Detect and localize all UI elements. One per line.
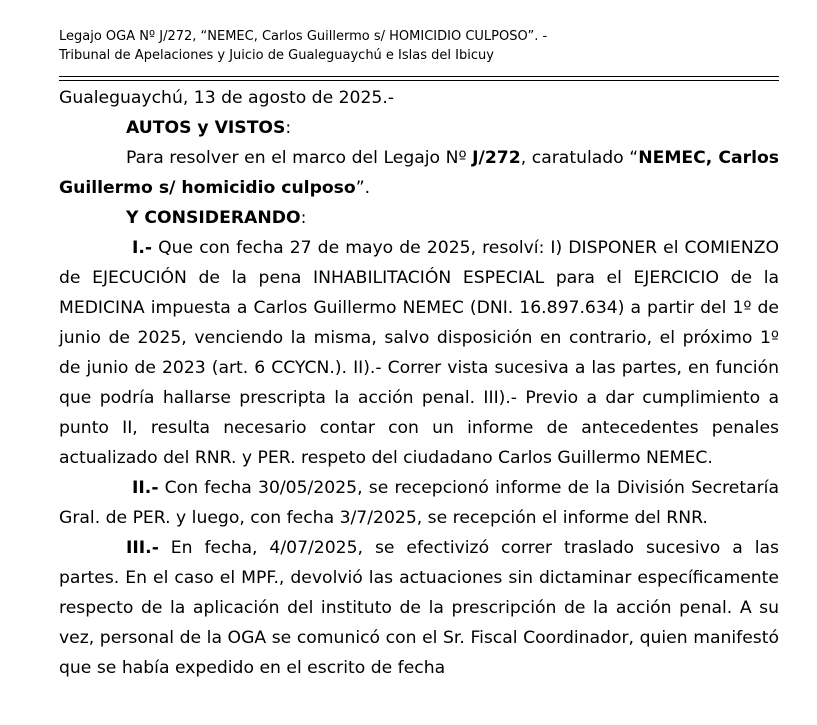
paragraph-i-text: Que con fecha 27 de mayo de 2025, resolví: I) DISPONER el COMIENZO de EJECUCIÓN de la pena INHABILITACIÓN ESPECIAL para el EJERCICIO de la MEDICINA impuesta a Carlos Guillermo NEMEC (DNI. 16.897.634) a partir del 1º de junio de 2025, venciendo la misma, salvo disposición en contrario, el próximo 1º de junio de 2023 (art. 6 CCYCN.). II).- Correr vista sucesiva a las partes, en función que podría hallarse prescripta la acción penal. III).- Previo a dar cumplimiento a punto II, resulta necesario contar con un informe de antecedentes penales actualizado del RNR. y PER. respeto del ciudadano Carlos Guillermo NEMEC. [59, 238, 779, 468]
case-caption: NEMEC, Carlos Guillermo s/ homicidio culposo [59, 148, 780, 198]
autos-colon: : [285, 118, 292, 138]
considerando-heading-line [59, 203, 779, 233]
paragraph-iii-number: III.- [126, 538, 159, 558]
paragraph-ii-text: Con fecha 30/05/2025, se recepcionó informe de la División Secretaría Gral. de PER. y luego, con fecha 3/7/2025, se recepción el informe del RNR. [59, 478, 779, 528]
paragraph-iii [59, 533, 779, 683]
resolver-paragraph [59, 143, 779, 203]
legajo-number: J/272 [472, 148, 521, 168]
paragraph-iii-text: En fecha, 4/07/2025, se efectivizó correr traslado sucesivo a las partes. En el caso el MPF., devolvió las actuaciones sin dictaminar específicamente respecto de la aplicación del instituto de la prescripción de la acción penal. A su vez, personal de la OGA se comunicó con el Sr. Fiscal Coordinador, quien manifestó que se había expedido en el escrito de fecha [59, 538, 779, 678]
resolver-post: ”. [355, 178, 371, 198]
autos-heading-line [59, 113, 779, 143]
document-body [59, 83, 779, 683]
autos-heading: AUTOS y VISTOS [126, 118, 286, 138]
document-header [59, 27, 779, 65]
resolver-mid: , caratulado “ [520, 148, 639, 168]
header-court-line: Tribunal de Apelaciones y Juicio de Gualeguaychú e Islas del Ibicuy [59, 48, 494, 63]
paragraph-ii-number: II.- [132, 478, 159, 498]
considerando-colon: : [300, 208, 307, 228]
paragraph-ii [59, 473, 779, 533]
resolver-pre: Para resolver en el marco del Legajo Nº [126, 148, 473, 168]
date-line: Gualeguaychú, 13 de agosto de 2025.- [59, 88, 395, 108]
paragraph-i [59, 233, 779, 473]
considerando-heading: Y CONSIDERANDO [126, 208, 301, 228]
header-case-line: Legajo OGA Nº J/272, “NEMEC, Carlos Guillermo s/ HOMICIDIO CULPOSO”. - [59, 29, 548, 44]
header-divider-bottom [59, 80, 779, 81]
paragraph-i-number: I.- [132, 238, 153, 258]
header-divider-top [59, 76, 779, 77]
